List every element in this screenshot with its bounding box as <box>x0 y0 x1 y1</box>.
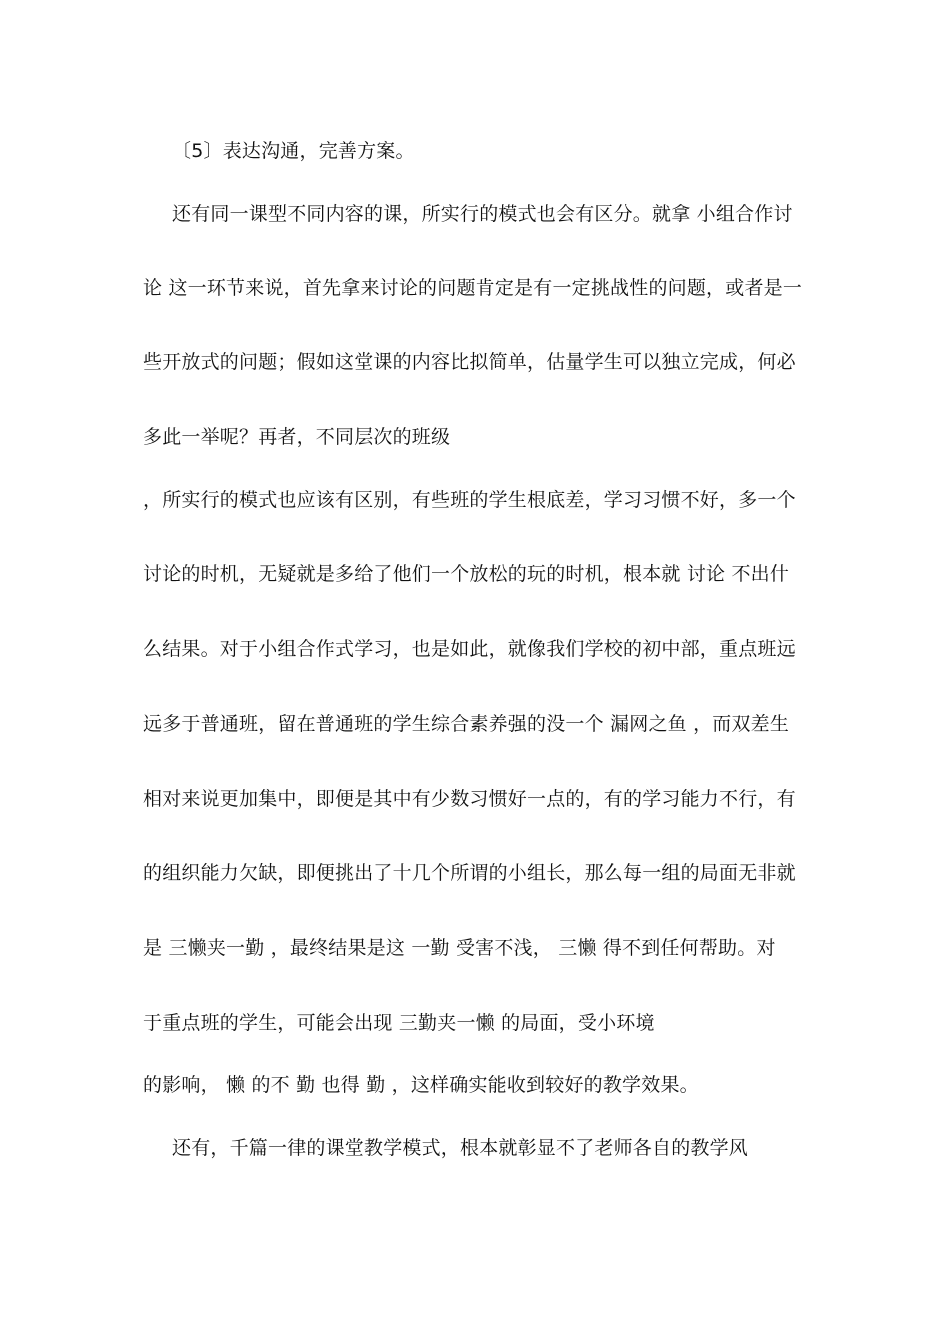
text-line: 还有，千篇一律的课堂教学模式，根本就彰显不了老师各自的教学风 <box>172 1137 749 1159</box>
text-line: 些开放式的问题；假如这堂课的内容比拟简单，估量学生可以独立完成，何必 <box>143 351 796 373</box>
text-line: 还有同一课型不同内容的课，所实行的模式也会有区分。就拿 小组合作讨 <box>172 203 793 225</box>
text-line: 论 这一环节来说，首先拿来讨论的问题肯定是有一定挑战性的问题，或者是一 <box>143 277 803 299</box>
text-line: 的影响， 懒 的不 勤 也得 勤 ，这样确实能收到较好的教学效果。 <box>143 1074 699 1096</box>
text-line: 讨论的时机，无疑就是多给了他们一个放松的玩的时机，根本就 讨论 不出什 <box>143 563 790 585</box>
text-line: 相对来说更加集中，即便是其中有少数习惯好一点的，有的学习能力不行，有 <box>143 788 796 810</box>
text-line: 么结果。对于小组合作式学习，也是如此，就像我们学校的初中部，重点班远 <box>143 638 796 660</box>
text-line: ，所实行的模式也应该有区别，有些班的学生根底差，学习习惯不好，多一个 <box>143 489 796 511</box>
text-line: 多此一举呢？再者，不同层次的班级 <box>143 426 451 448</box>
text-line: 〔5〕表达沟通，完善方案。 <box>172 140 415 162</box>
text-line: 于重点班的学生，可能会出现 三勤夹一懒 的局面，受小环境 <box>143 1012 655 1034</box>
text-line: 远多于普通班，留在普通班的学生综合素养强的没一个 漏网之鱼 ，而双差生 <box>143 713 790 735</box>
text-line: 是 三懒夹一勤 ，最终结果是这 一勤 受害不浅， 三懒 得不到任何帮助。对 <box>143 937 776 959</box>
text-line: 的组织能力欠缺，即便挑出了十几个所谓的小组长，那么每一组的局面无非就 <box>143 862 796 884</box>
